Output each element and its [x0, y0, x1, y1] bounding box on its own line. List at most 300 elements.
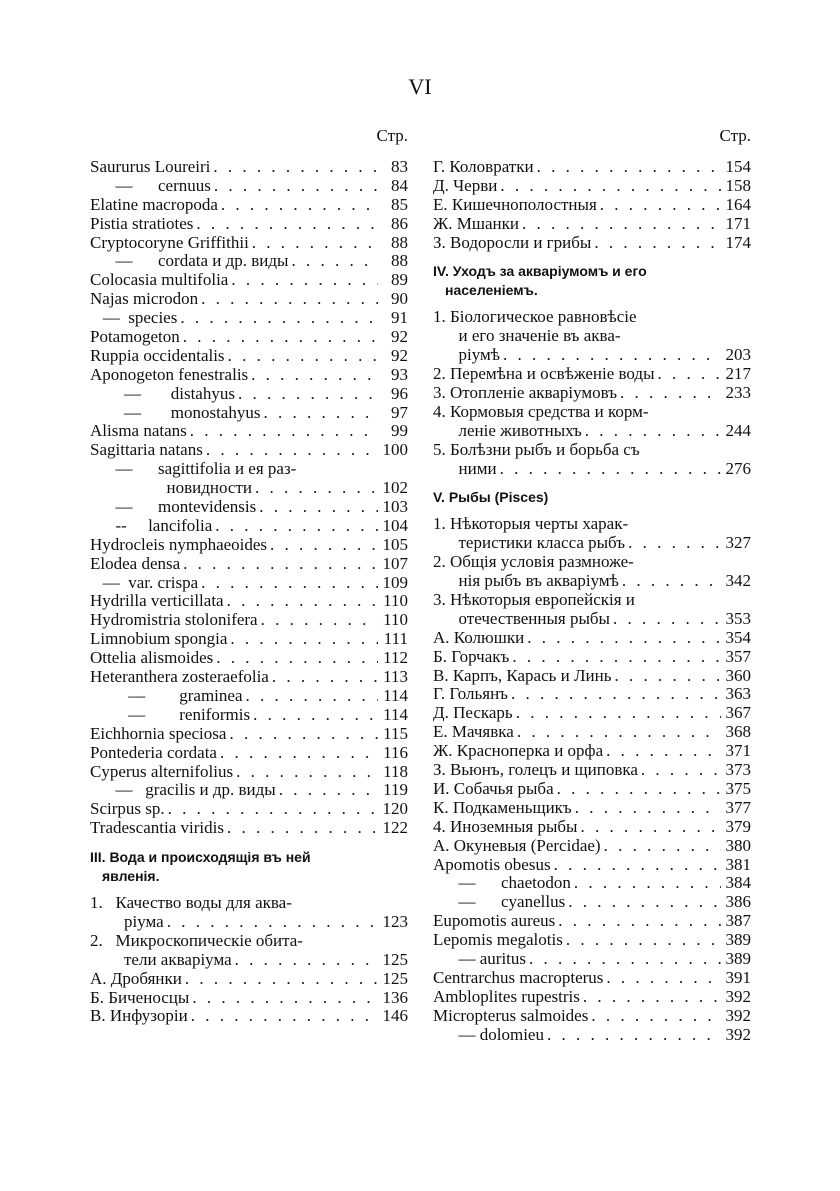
toc-entry: [90, 271, 408, 290]
toc-entry: [90, 763, 408, 782]
toc-entry: [433, 515, 751, 534]
dot-leader: [201, 574, 378, 593]
entry-title: Г. Гольянъ: [433, 684, 508, 704]
toc-entry: [433, 234, 751, 253]
entry-indent: —: [90, 459, 158, 479]
dot-leader: [622, 572, 721, 591]
entry-title: Pistia stratiotes: [90, 213, 194, 233]
toc-entry: [433, 553, 751, 572]
toc-entry: [433, 704, 751, 723]
right-entries-top: [433, 158, 751, 252]
entry-title: Микроскопическіе обита-: [115, 930, 303, 950]
dot-leader: [272, 668, 378, 687]
toc-entry: [90, 611, 408, 630]
toc-entry: [90, 309, 408, 328]
toc-entry: [433, 856, 751, 875]
dot-leader: [517, 723, 721, 742]
toc-entry: [433, 1007, 751, 1026]
entry-page-number: 125: [382, 968, 408, 988]
toc-entry: [90, 252, 408, 271]
entry-title: chaetodon: [501, 873, 571, 893]
entry-page-number: 123: [382, 911, 408, 931]
entry-title: ріумѣ: [458, 345, 500, 365]
entry-page-number: 353: [725, 608, 751, 628]
entry-title: Aponogeton fenestralis: [90, 364, 249, 384]
toc-entry: [433, 215, 751, 234]
entry-title: Najas microdon: [90, 289, 199, 309]
entry-title: 2. Перемѣна и освѣженіе воды: [433, 364, 655, 384]
entry-title: Pontederia cordata: [90, 742, 217, 762]
entry-page-number: 103: [382, 497, 408, 517]
entry-title: Качество воды для аква-: [115, 893, 292, 913]
dot-leader: [641, 761, 721, 780]
section-iii-heading: [90, 848, 408, 886]
entry-indent: [433, 534, 459, 553]
entry-title: В. Карпъ, Карась и Линь: [433, 665, 612, 685]
entry-title: Apomotis obesus: [433, 854, 551, 874]
entry-page-number: 363: [725, 684, 751, 704]
dot-leader: [604, 837, 721, 856]
entry-page-number: 377: [725, 797, 751, 817]
entry-indent: --: [90, 515, 149, 535]
toc-entry: [90, 347, 408, 366]
toc-entry: [433, 534, 751, 553]
entry-title: cernuus: [158, 175, 211, 195]
toc-entry: [90, 894, 408, 913]
dot-leader: [557, 780, 721, 799]
entry-page-number: 217: [725, 364, 751, 384]
dot-leader: [228, 347, 378, 366]
entry-title: Е. Мачявка: [433, 722, 514, 742]
entry-title: А. Дробянки: [90, 968, 182, 988]
left-page-header: Стр.: [376, 126, 408, 145]
dot-leader: [566, 931, 721, 950]
entry-page-number: 244: [725, 420, 751, 440]
entry-title: 3. Отопленіе акваріумовъ: [433, 383, 618, 403]
toc-entry: [433, 177, 751, 196]
entry-title: Б. Горчакъ: [433, 646, 510, 666]
entry-page-number: 112: [383, 648, 408, 668]
entry-page-number: 109: [382, 572, 408, 592]
entry-title: distahyus: [170, 383, 235, 403]
entry-page-number: 88: [391, 251, 408, 271]
toc-entry: [90, 498, 408, 517]
entry-page-number: 116: [383, 742, 408, 762]
entry-indent: —: [90, 251, 158, 271]
toc-entry: [90, 177, 408, 196]
toc-entry: [433, 196, 751, 215]
entry-page-number: 96: [391, 383, 408, 403]
entry-page-number: 371: [725, 741, 751, 761]
entry-page-number: 110: [383, 610, 408, 630]
page-number: VI: [408, 74, 432, 99]
entry-title: Ж. Мшанки: [433, 213, 519, 233]
entry-title: cyanellus: [501, 892, 566, 912]
toc-entry: [433, 837, 751, 856]
entry-page-number: 92: [391, 327, 408, 347]
toc-entry: [90, 592, 408, 611]
dot-leader: [190, 422, 378, 441]
entry-page-number: 120: [382, 799, 408, 819]
entry-page-number: 174: [725, 232, 751, 252]
toc-entry: [433, 874, 751, 893]
toc-entry: [90, 328, 408, 347]
entry-title: Eupomotis aureus: [433, 911, 556, 931]
entry-page-number: 136: [382, 987, 408, 1007]
dot-leader: [620, 384, 721, 403]
dot-leader: [658, 365, 722, 384]
dot-leader: [585, 422, 721, 441]
toc-entry: [90, 932, 408, 951]
dot-leader: [500, 460, 721, 479]
toc-entry: [90, 819, 408, 838]
right-column: [433, 126, 751, 1044]
entry-page-number: 102: [382, 478, 408, 498]
dot-leader: [591, 1007, 721, 1026]
entry-title: Elatine macropoda: [90, 194, 218, 214]
entry-page-number: 391: [725, 967, 751, 987]
section-v-entries: [433, 515, 751, 1044]
entry-title: ними: [458, 458, 497, 478]
dot-leader: [183, 328, 378, 347]
entry-indent: [433, 460, 459, 479]
dot-leader: [259, 498, 378, 517]
entry-title: 2. Общія условія размноже-: [433, 552, 634, 572]
toc-entry: [90, 970, 408, 989]
entry-title: Cyperus alternifolius: [90, 761, 234, 781]
toc-entry: [433, 893, 751, 912]
dot-leader: [227, 592, 378, 611]
dot-leader: [606, 969, 721, 988]
entry-page-number: 92: [391, 345, 408, 365]
entry-indent: —: [433, 873, 501, 893]
dot-leader: [600, 196, 721, 215]
entry-page-number: 360: [725, 665, 751, 685]
entry-page-number: 276: [725, 458, 751, 478]
entry-title: graminea: [179, 685, 243, 705]
entry-page-number: 233: [725, 383, 751, 403]
dot-leader: [213, 158, 378, 177]
entry-page-number: 104: [382, 515, 408, 535]
toc-entry: [433, 780, 751, 799]
left-column: [90, 126, 408, 1026]
dot-leader: [512, 648, 721, 667]
dot-leader: [261, 611, 378, 630]
entry-indent: —: [433, 892, 501, 912]
dot-leader: [511, 685, 721, 704]
entry-indent: [433, 346, 459, 365]
entry-title: 3. Нѣкоторыя европейскія и: [433, 590, 635, 610]
entry-title: auritus: [479, 948, 527, 968]
toc-entry: [90, 366, 408, 385]
dot-leader: [214, 177, 378, 196]
entry-title: З. Водоросли и грибы: [433, 232, 592, 252]
section-v-heading: [433, 488, 751, 507]
entry-title: Д. Черви: [433, 175, 498, 195]
left-entries: [90, 158, 408, 838]
entry-title: А. Окуневыя (Percidae): [433, 835, 601, 855]
entry-page-number: 381: [725, 854, 751, 874]
entry-page-number: 111: [383, 629, 408, 649]
toc-entry: [433, 988, 751, 1007]
dot-leader: [522, 215, 721, 234]
dot-leader: [606, 742, 721, 761]
dot-leader: [516, 704, 721, 723]
dot-leader: [547, 1026, 721, 1045]
toc-entry: [90, 536, 408, 555]
entry-title: Ottelia alismoides: [90, 648, 214, 668]
dot-leader: [594, 234, 721, 253]
toc-entry: [433, 629, 751, 648]
entry-title: леніе животныхъ: [458, 420, 582, 440]
entry-title: Е. Кишечнополостныя: [433, 194, 597, 214]
entry-page-number: 380: [725, 835, 751, 855]
entry-title: 4. Кормовыя средства и корм-: [433, 401, 649, 421]
dot-leader: [235, 951, 378, 970]
entry-page-number: 158: [725, 175, 751, 195]
entry-page-number: 367: [725, 703, 751, 723]
entry-title: Hydrocleis nymphaeoides: [90, 534, 268, 554]
dot-leader: [220, 744, 378, 763]
entry-page-number: 115: [383, 723, 408, 743]
toc-entry: [90, 800, 408, 819]
toc-entry: [433, 912, 751, 931]
toc-entry: [90, 422, 408, 441]
dot-leader: [628, 534, 721, 553]
dot-leader: [527, 629, 721, 648]
dot-leader: [215, 517, 378, 536]
dot-leader: [183, 555, 378, 574]
dot-leader: [221, 196, 378, 215]
entry-indent: —: [433, 948, 480, 968]
dot-leader: [291, 252, 378, 271]
entry-page-number: 85: [391, 194, 408, 214]
entry-indent: —: [90, 383, 171, 403]
entry-title: нія рыбъ въ акваріумѣ: [458, 571, 619, 591]
entry-page-number: 100: [382, 440, 408, 460]
entry-page-number: 125: [382, 949, 408, 969]
entry-indent: [433, 327, 459, 346]
toc-entry: [433, 441, 751, 460]
toc-entry: [433, 950, 751, 969]
toc-entry: [90, 385, 408, 404]
entry-title: var. crispa: [128, 572, 199, 592]
entry-title: В. Инфузоріи: [90, 1006, 188, 1026]
entry-indent: —: [90, 402, 171, 422]
toc-entry: [433, 799, 751, 818]
entry-page-number: 105: [382, 534, 408, 554]
toc-entry: [433, 969, 751, 988]
entry-title: З. Вьюнъ, голецъ и щиповка: [433, 760, 638, 780]
toc-entry: [90, 460, 408, 479]
entry-title: cordata и др. виды: [158, 251, 289, 271]
entry-title: 1. Біологическое равновѣсіе: [433, 307, 637, 327]
entry-title: Ambloplites rupestris: [433, 986, 580, 1006]
entry-title: Potamogeton: [90, 327, 180, 347]
dot-leader: [167, 913, 378, 932]
entry-page-number: 342: [725, 571, 751, 591]
entry-title: теристики класса рыбъ: [458, 533, 626, 553]
entry-page-number: 154: [725, 157, 751, 176]
entry-title: Д. Пескарь: [433, 703, 513, 723]
entry-page-number: 387: [725, 911, 751, 931]
entry-title: Centrarchus macropterus: [433, 967, 604, 987]
entry-page-number: 84: [391, 175, 408, 195]
dot-leader: [168, 800, 378, 819]
entry-title: отечественныя рыбы: [458, 608, 610, 628]
entry-title: Micropterus salmoides: [433, 1005, 589, 1025]
entry-title: monostahyus: [170, 402, 261, 422]
entry-page-number: 88: [391, 232, 408, 252]
entry-title: Elodea densa: [90, 553, 181, 573]
toc-entry: [90, 479, 408, 498]
entry-page-number: 354: [725, 627, 751, 647]
entry-title: К. Подкаменьщикъ: [433, 797, 572, 817]
entry-page-number: 93: [391, 364, 408, 384]
toc-entry: [433, 572, 751, 591]
section-iv-title: IV. Уходъ за акваріумомъ и его: [433, 263, 647, 280]
toc-entry: [433, 931, 751, 950]
dot-leader: [529, 950, 721, 969]
dot-leader: [227, 819, 378, 838]
entry-page-number: 119: [383, 780, 408, 800]
entry-title: Tradescantia viridis: [90, 818, 224, 838]
entry-page-number: 384: [725, 873, 751, 893]
toc-entry: [90, 215, 408, 234]
toc-entry: [433, 685, 751, 704]
dot-leader: [279, 781, 378, 800]
entry-title: species: [128, 308, 178, 328]
entry-page-number: 83: [391, 157, 408, 176]
dot-leader: [192, 989, 378, 1008]
entry-indent: 1.: [90, 893, 116, 913]
toc-entry: [433, 460, 751, 479]
entry-page-number: 389: [725, 930, 751, 950]
entry-page-number: 86: [391, 213, 408, 233]
dot-leader: [230, 630, 378, 649]
dot-leader: [583, 988, 721, 1007]
toc-entry: [90, 725, 408, 744]
toc-entry: [433, 422, 751, 441]
entry-title: Г. Коловратки: [433, 157, 534, 176]
toc-entry: [90, 1007, 408, 1026]
dot-leader: [255, 479, 378, 498]
dot-leader: [236, 763, 378, 782]
entry-title: Б. Биченосцы: [90, 987, 190, 1007]
toc-entry: [90, 290, 408, 309]
dot-leader: [537, 158, 721, 177]
toc-entry: [90, 989, 408, 1008]
toc-entry: [433, 327, 751, 346]
entry-page-number: 99: [391, 421, 408, 441]
section-iv-entries: [433, 308, 751, 478]
entry-indent: [90, 951, 124, 970]
entry-indent: —: [90, 308, 129, 328]
entry-title: Heteranthera zosteraefolia: [90, 667, 269, 687]
entry-title: Saururus Loureiri: [90, 157, 211, 176]
entry-page-number: 114: [383, 685, 408, 705]
entry-title: Hydromistria stolonifera: [90, 610, 258, 630]
toc-entry: [90, 441, 408, 460]
entry-page-number: 392: [725, 986, 751, 1006]
toc-entry: [433, 346, 751, 365]
dot-leader: [246, 687, 379, 706]
entry-indent: —: [90, 685, 180, 705]
toc-entry: [433, 1026, 751, 1045]
entry-title: Cryptocoryne Griffithii: [90, 232, 249, 252]
dot-leader: [238, 385, 378, 404]
dot-leader: [252, 234, 378, 253]
entry-indent: [433, 572, 459, 591]
entry-page-number: 164: [725, 194, 751, 214]
entry-title: Scirpus sp.: [90, 799, 165, 819]
dot-leader: [558, 912, 721, 931]
toc-entry: [433, 742, 751, 761]
entry-title: Ж. Красноперка и орфа: [433, 741, 604, 761]
entry-page-number: 97: [391, 402, 408, 422]
entry-title: 1. Нѣкоторыя черты харак-: [433, 514, 629, 534]
entry-indent: —: [433, 1024, 480, 1044]
dot-leader: [263, 404, 378, 423]
toc-entry: [90, 706, 408, 725]
dot-leader: [180, 309, 378, 328]
entry-title: тели акваріума: [124, 949, 232, 969]
entry-title: gracilis и др. виды: [145, 780, 276, 800]
entry-page-number: 110: [383, 591, 408, 611]
toc-entry: [90, 574, 408, 593]
entry-title: sagittifolia и ея раз-: [158, 459, 297, 479]
entry-title: Colocasia multifolia: [90, 270, 229, 290]
entry-title: montevidensis: [158, 497, 257, 517]
toc-entry: [433, 667, 751, 686]
toc-entry: [90, 517, 408, 536]
toc-entry: [90, 404, 408, 423]
entry-indent: —: [90, 780, 146, 800]
entry-page-number: 386: [725, 892, 751, 912]
entry-page-number: 171: [725, 213, 751, 233]
entry-title: И. Собачья рыба: [433, 778, 554, 798]
entry-page-number: 379: [725, 816, 751, 836]
dot-leader: [503, 346, 721, 365]
entry-title: новидности: [166, 478, 252, 498]
dot-leader: [270, 536, 378, 555]
section-v-title: V. Рыбы (Pisces): [433, 489, 549, 506]
entry-page-number: 203: [725, 345, 751, 365]
entry-title: 5. Болѣзни рыбъ и борьба съ: [433, 439, 640, 459]
entry-page-number: 146: [382, 1006, 408, 1026]
entry-title: Hydrilla verticillata: [90, 591, 224, 611]
dot-leader: [253, 706, 378, 725]
entry-page-number: 107: [382, 553, 408, 573]
toc-entry: [90, 744, 408, 763]
entry-indent: 2.: [90, 930, 116, 950]
entry-title: reniformis: [179, 704, 251, 724]
entry-title: 4. Иноземныя рыбы: [433, 816, 578, 836]
entry-page-number: 389: [725, 948, 751, 968]
toc-entry: [90, 630, 408, 649]
dot-leader: [229, 725, 378, 744]
toc-entry: [433, 403, 751, 422]
toc-entry: [433, 610, 751, 629]
toc-entry: [90, 951, 408, 970]
entry-title: Lepomis megalotis: [433, 930, 563, 950]
entry-page-number: 91: [391, 308, 408, 328]
dot-leader: [568, 893, 721, 912]
toc-entry: [433, 384, 751, 403]
section-iii-entries: [90, 894, 408, 1026]
dot-leader: [231, 271, 378, 290]
entry-indent: —: [90, 572, 129, 592]
